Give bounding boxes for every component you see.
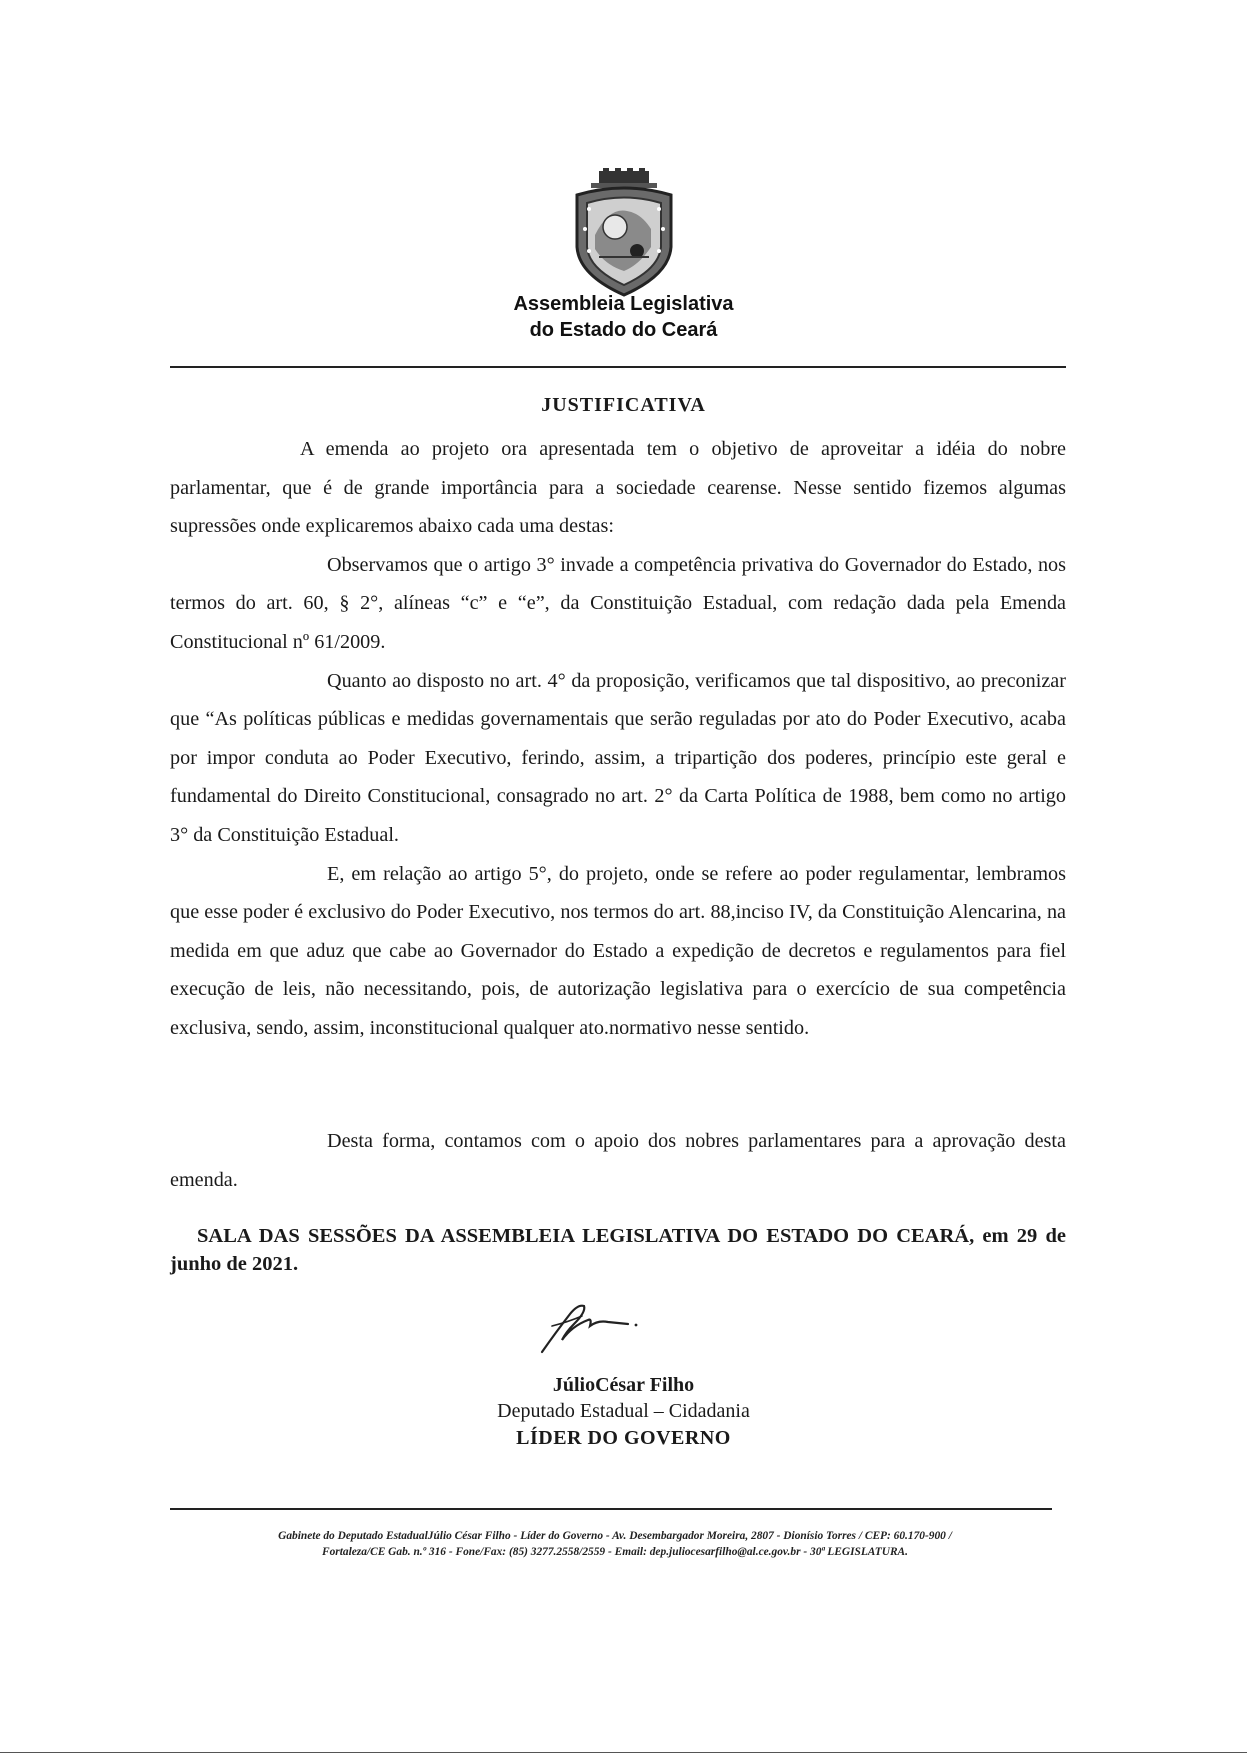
org-name-line2: do Estado do Ceará (529, 319, 718, 341)
session-line: SALA DAS SESSÕES DA ASSEMBLEIA LEGISLATIVA DO ESTADO DO CEARÁ, em 29 de junho de 2021. (170, 1225, 1066, 1275)
page-bottom-edge (0, 1752, 1247, 1753)
signer-role: Deputado Estadual – Cidadania (497, 1400, 750, 1422)
footer-divider (170, 1508, 1052, 1510)
paragraph-article-3: Observamos que o artigo 3° invade a competência privativa do Governador do Estado, nos termos do art. 60, § 2°, alíneas “c” e “e”, da Constituição Estadual, com redação dada pela Emenda Constitucional nº 61/2009. (170, 553, 1066, 653)
header-divider (170, 366, 1066, 368)
paragraph-article-5: E, em relação ao artigo 5°, do projeto, onde se refere ao poder regulamentar, lembramos que esse poder é exclusivo do Poder Executivo, nos termos do art. 88,inciso IV, da Constituição Alencarina, na medida em que aduz que cabe ao Governador do Estado a expedição de decretos e regulamentos para fiel execução de leis, não necessitando, pois, de autorização legislativa para o exercício de sua competência exclusiva, sendo, assim, inconstitucional qualquer ato.normativo nesse sentido. (170, 862, 1066, 1039)
signer-title: LÍDER DO GOVERNO (516, 1427, 731, 1449)
org-name-line1: Assembleia Legislativa (513, 293, 734, 315)
footer-address-line2: Fortaleza/CE Gab. n.º 316 - Fone/Fax: (85) 3277.2558/2559 - Email: dep.juliocesarfilho@al.ce.gov.br - 30ª LEGISLATURA. (322, 1546, 908, 1558)
signer-name: JúlioCésar Filho (552, 1374, 695, 1396)
paragraph-intro: A emenda ao projeto ora apresentada tem o objetivo de aproveitar a idéia do nobre parlamentar, que é de grande importância para a sociedade cearense. Nesse sentido fizemos algumas supressões onde explicaremos abaixo cada uma destas: (170, 438, 1066, 538)
handwritten-signature (532, 1296, 662, 1356)
justification-body (170, 430, 1066, 1048)
closing-section (170, 1122, 1066, 1199)
closing-paragraph: Desta forma, contamos com o apoio dos nobres parlamentares para a aprovação desta emenda. (170, 1130, 1066, 1191)
state-coat-of-arms-icon (569, 167, 679, 299)
footer-address-line1: Gabinete do Deputado EstadualJúlio César Filho - Líder do Governo - Av. Desembargador Moreira, 2807 - Dionísio Torres / CEP: 60.170-900 / (278, 1530, 952, 1542)
paragraph-article-4: Quanto ao disposto no art. 4° da proposição, verificamos que tal dispositivo, ao preconizar que “As políticas públicas e medidas governamentais que serão reguladas por ato do Poder Executivo, acaba por impor conduta ao Poder Executivo, ferindo, assim, a tripartição dos poderes, princípio este geral e fundamental do Direito Constitucional, consagrado no art. 2° da Carta Política de 1988, bem como no artigo 3° da Constituição Estadual. (170, 669, 1066, 846)
document-title: JUSTIFICATIVA (541, 394, 706, 416)
